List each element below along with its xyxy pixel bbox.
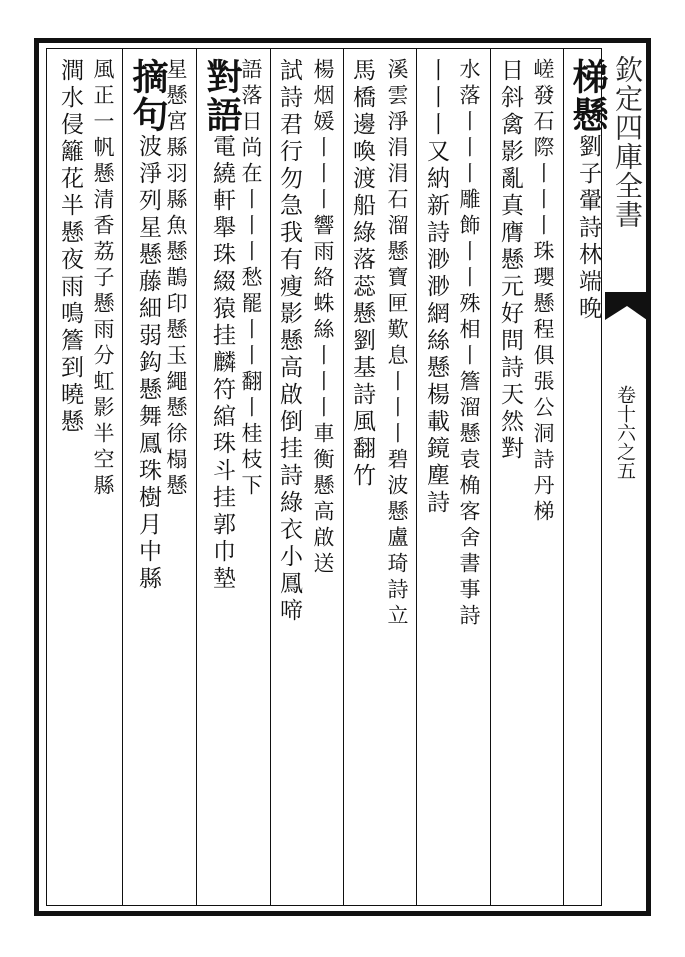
text-column-5 [277, 58, 300, 625]
entry-text: 澗水侵籬花半懸夜雨鳴簷到曉懸 [57, 58, 83, 436]
entry-text: 劉子翬詩林端晚 [575, 134, 601, 323]
entry-text: 嵯發石際丨丨丨珠瓔懸程俱張公洞詩丹梯 [531, 58, 555, 526]
entry-text: 波淨列星懸藤細弱鈎懸舞鳳珠樹月中縣 [135, 134, 161, 593]
text-column-5b [240, 58, 261, 500]
text-column-8 [58, 58, 81, 436]
text-column-2 [498, 58, 521, 463]
text-column-7 [127, 58, 169, 593]
text-column-3 [424, 58, 447, 517]
entry-text: 溪雲淨涓涓石溜懸寶匣歎息丨丨丨碧波懸盧琦詩立 [385, 58, 409, 630]
text-column-3b [386, 58, 407, 630]
entry-text: 語落日尚在丨丨丨愁罷丨丨翻丨桂枝下 [239, 58, 263, 500]
text-column-4 [350, 58, 373, 490]
entry-text: 星懸宮縣羽縣魚懸鵲印懸玉繩懸徐榻懸 [164, 58, 188, 500]
entry-text: 電繞軒舉珠綴猿挂麟符綰珠斗挂郭巾墊 [209, 134, 235, 593]
entry-text: 日斜禽影亂真膺懸元好問詩天然對 [497, 58, 523, 463]
text-column-7b [92, 58, 113, 500]
volume-label: 卷十六之五 [614, 385, 636, 480]
entry-text: 馬橋邊喚渡船綠落蕊懸劉基詩風翻竹 [349, 58, 375, 490]
margin-column [605, 55, 645, 905]
column-rule [122, 49, 123, 905]
column-rule [563, 49, 564, 905]
column-rule [416, 49, 417, 905]
column-rule [490, 49, 491, 905]
entry-heading: 摘句 [127, 58, 169, 134]
column-rule [343, 49, 344, 905]
entry-heading: 梯懸 [567, 58, 609, 134]
entry-text: 丨丨丨又納新詩渺渺網絲懸楊載鏡塵詩 [423, 58, 449, 517]
text-column-2b [458, 58, 479, 630]
text-column-1b [532, 58, 553, 526]
text-column-6 [201, 58, 243, 593]
entry-text: 水落丨丨丨雕飾丨丨殊相丨簷溜懸袁桷客舍書事詩 [457, 58, 481, 630]
entry-heading: 對語 [201, 58, 243, 134]
entry-text: 試詩君行勿急我有瘦影懸高啟倒挂詩綠衣小鳳啼 [276, 58, 302, 625]
entry-text: 風正一帆懸清香荔子懸雨分虹影半空縣 [91, 58, 115, 500]
fish-tail-mark-icon [605, 292, 647, 320]
column-rule [270, 49, 271, 905]
text-column-4b [312, 58, 333, 578]
entry-text: 楊烟媛丨丨丨響雨絡蛛絲丨丨丨車衡懸高啟送 [311, 58, 335, 578]
column-rule [196, 49, 197, 905]
text-column-1 [567, 58, 609, 323]
book-title: 欽定四庫全書 [611, 55, 644, 229]
